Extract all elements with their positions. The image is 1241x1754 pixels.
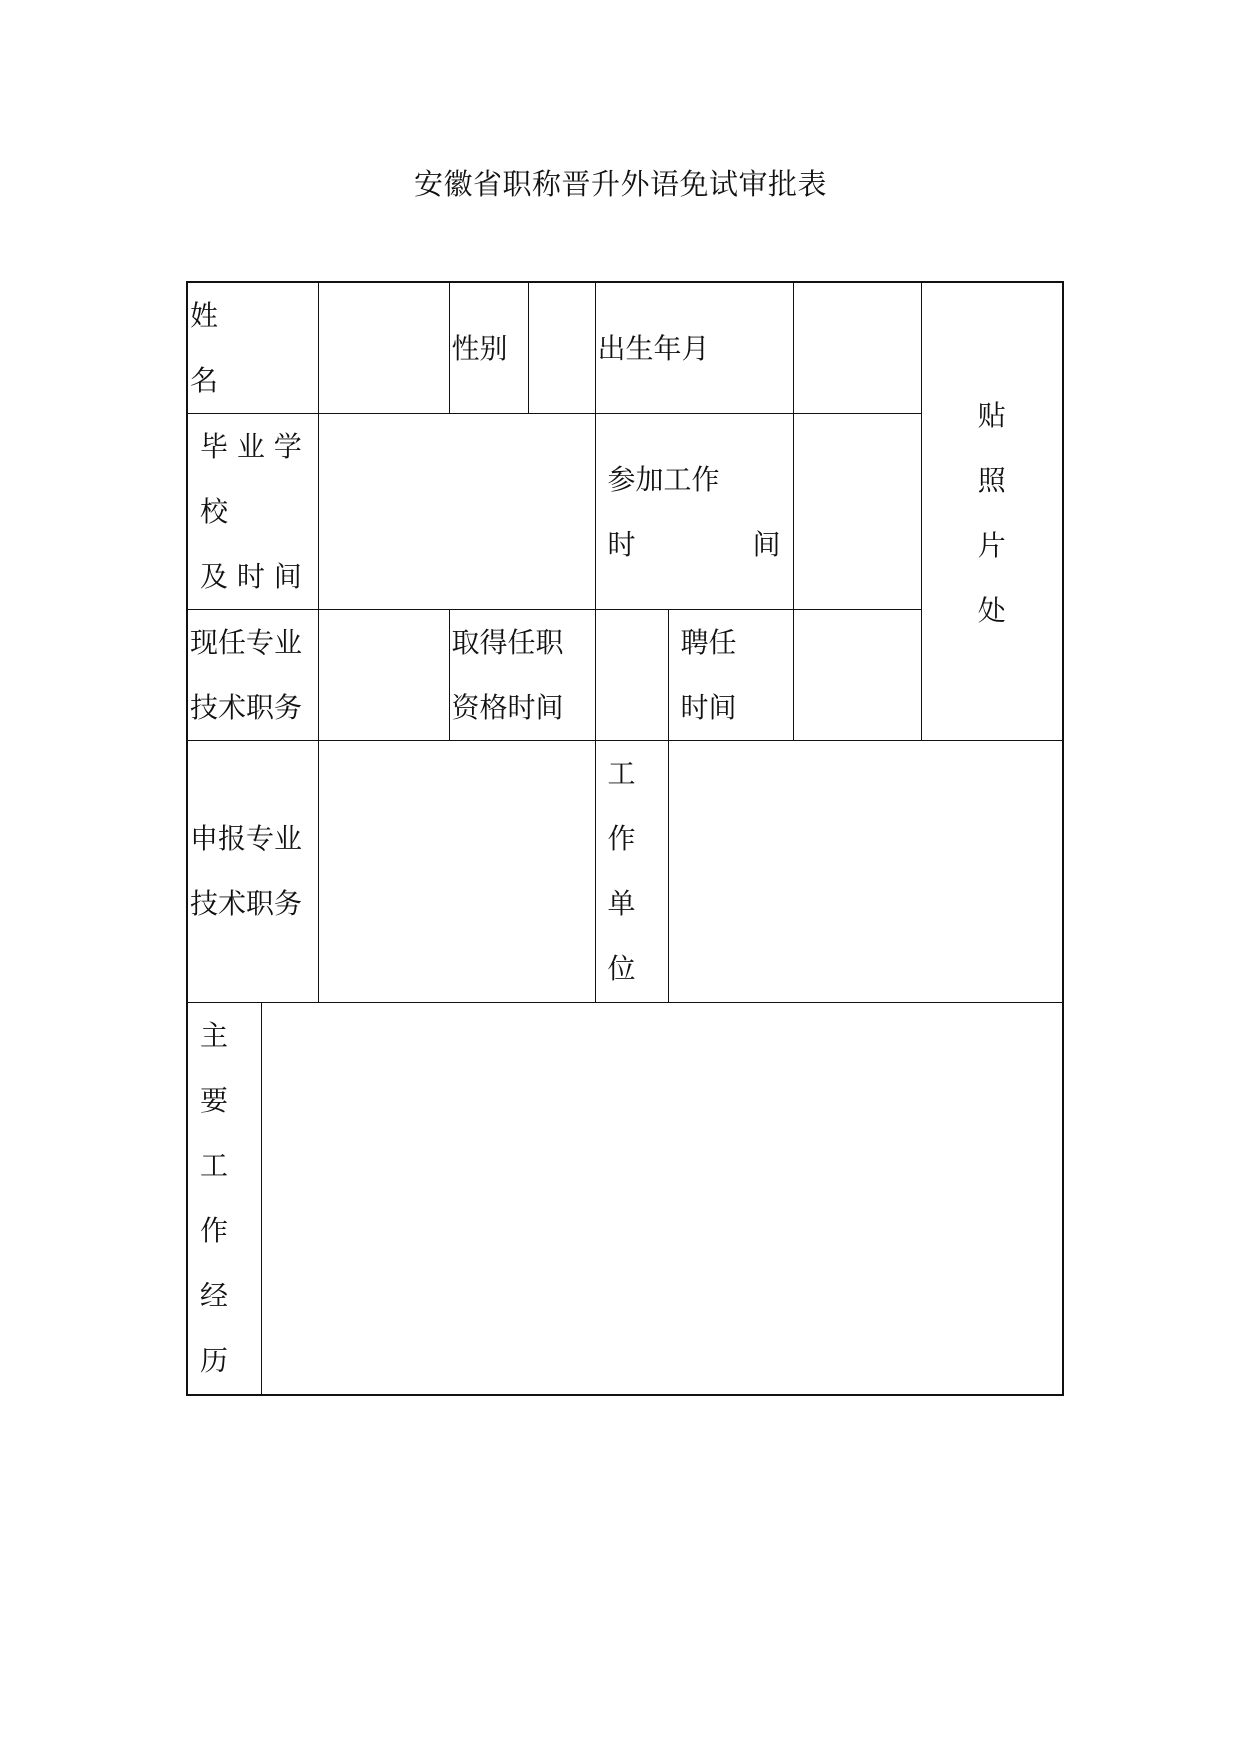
birth-label: 出生年月 [597,331,710,365]
qualify-label-1: 取得任职 [451,626,564,659]
experience-label-1: 主 [200,1019,229,1052]
gender-label-cell [449,282,528,414]
work-start-label-2b: 间 [752,528,781,561]
apply-title-field[interactable] [318,741,595,1003]
current-title-field[interactable] [318,610,449,741]
apply-title-label-2: 技术职务 [190,887,303,920]
work-start-label-2a: 时 [607,528,636,561]
experience-label-cell [187,1003,261,1395]
unit-label-2: 作 [607,822,636,855]
name-label-2: 名 [190,364,219,397]
school-label-3: 及 时 间 [200,560,302,593]
photo-area [921,282,1063,741]
gender-field[interactable] [528,282,595,414]
photo-label-2: 照 [977,464,1006,497]
qualify-field[interactable] [595,610,668,741]
gender-label: 性别 [451,331,508,365]
photo-label-4: 处 [977,594,1006,627]
photo-label-3: 片 [977,529,1006,562]
photo-label-1: 贴 [977,399,1006,432]
unit-label-3: 单 [607,887,636,920]
birth-label-cell [595,282,793,414]
hire-label-2: 时间 [680,691,737,724]
work-start-label-cell [595,414,793,610]
hire-label-1: 聘任 [680,626,737,659]
school-label-cell [187,414,318,610]
current-title-label-cell [187,610,318,741]
experience-label-2: 要 [200,1084,229,1117]
qualify-label-cell [449,610,595,741]
hire-field[interactable] [793,610,921,741]
experience-field[interactable] [261,1003,1063,1395]
current-title-label-2: 技术职务 [190,691,303,724]
unit-label-1: 工 [607,757,636,790]
school-field[interactable] [318,414,595,610]
work-start-label-1: 参加工作 [607,463,720,496]
apply-title-label-cell [187,741,318,1003]
birth-field[interactable] [793,282,921,414]
hire-label-cell [668,610,793,741]
name-field[interactable] [318,282,449,414]
approval-form-table [186,281,1064,1396]
qualify-label-2: 资格时间 [451,691,564,724]
name-label-1: 姓 [190,299,219,332]
experience-label-5: 经 [200,1279,229,1312]
experience-label-3: 工 [200,1149,229,1182]
current-title-label-1: 现任专业 [190,626,303,659]
unit-label-cell [595,741,668,1003]
page-title: 安徽省职称晋升外语免试审批表 [413,167,827,201]
work-start-field[interactable] [793,414,921,610]
unit-label-4: 位 [607,952,636,985]
experience-label-4: 作 [200,1214,229,1247]
school-label-1: 毕 业 学 [200,430,302,463]
experience-label-6: 历 [200,1344,229,1377]
unit-field[interactable] [668,741,1063,1003]
school-label-2: 校 [200,495,229,528]
name-label-cell [187,282,318,414]
apply-title-label-1: 申报专业 [190,822,303,855]
